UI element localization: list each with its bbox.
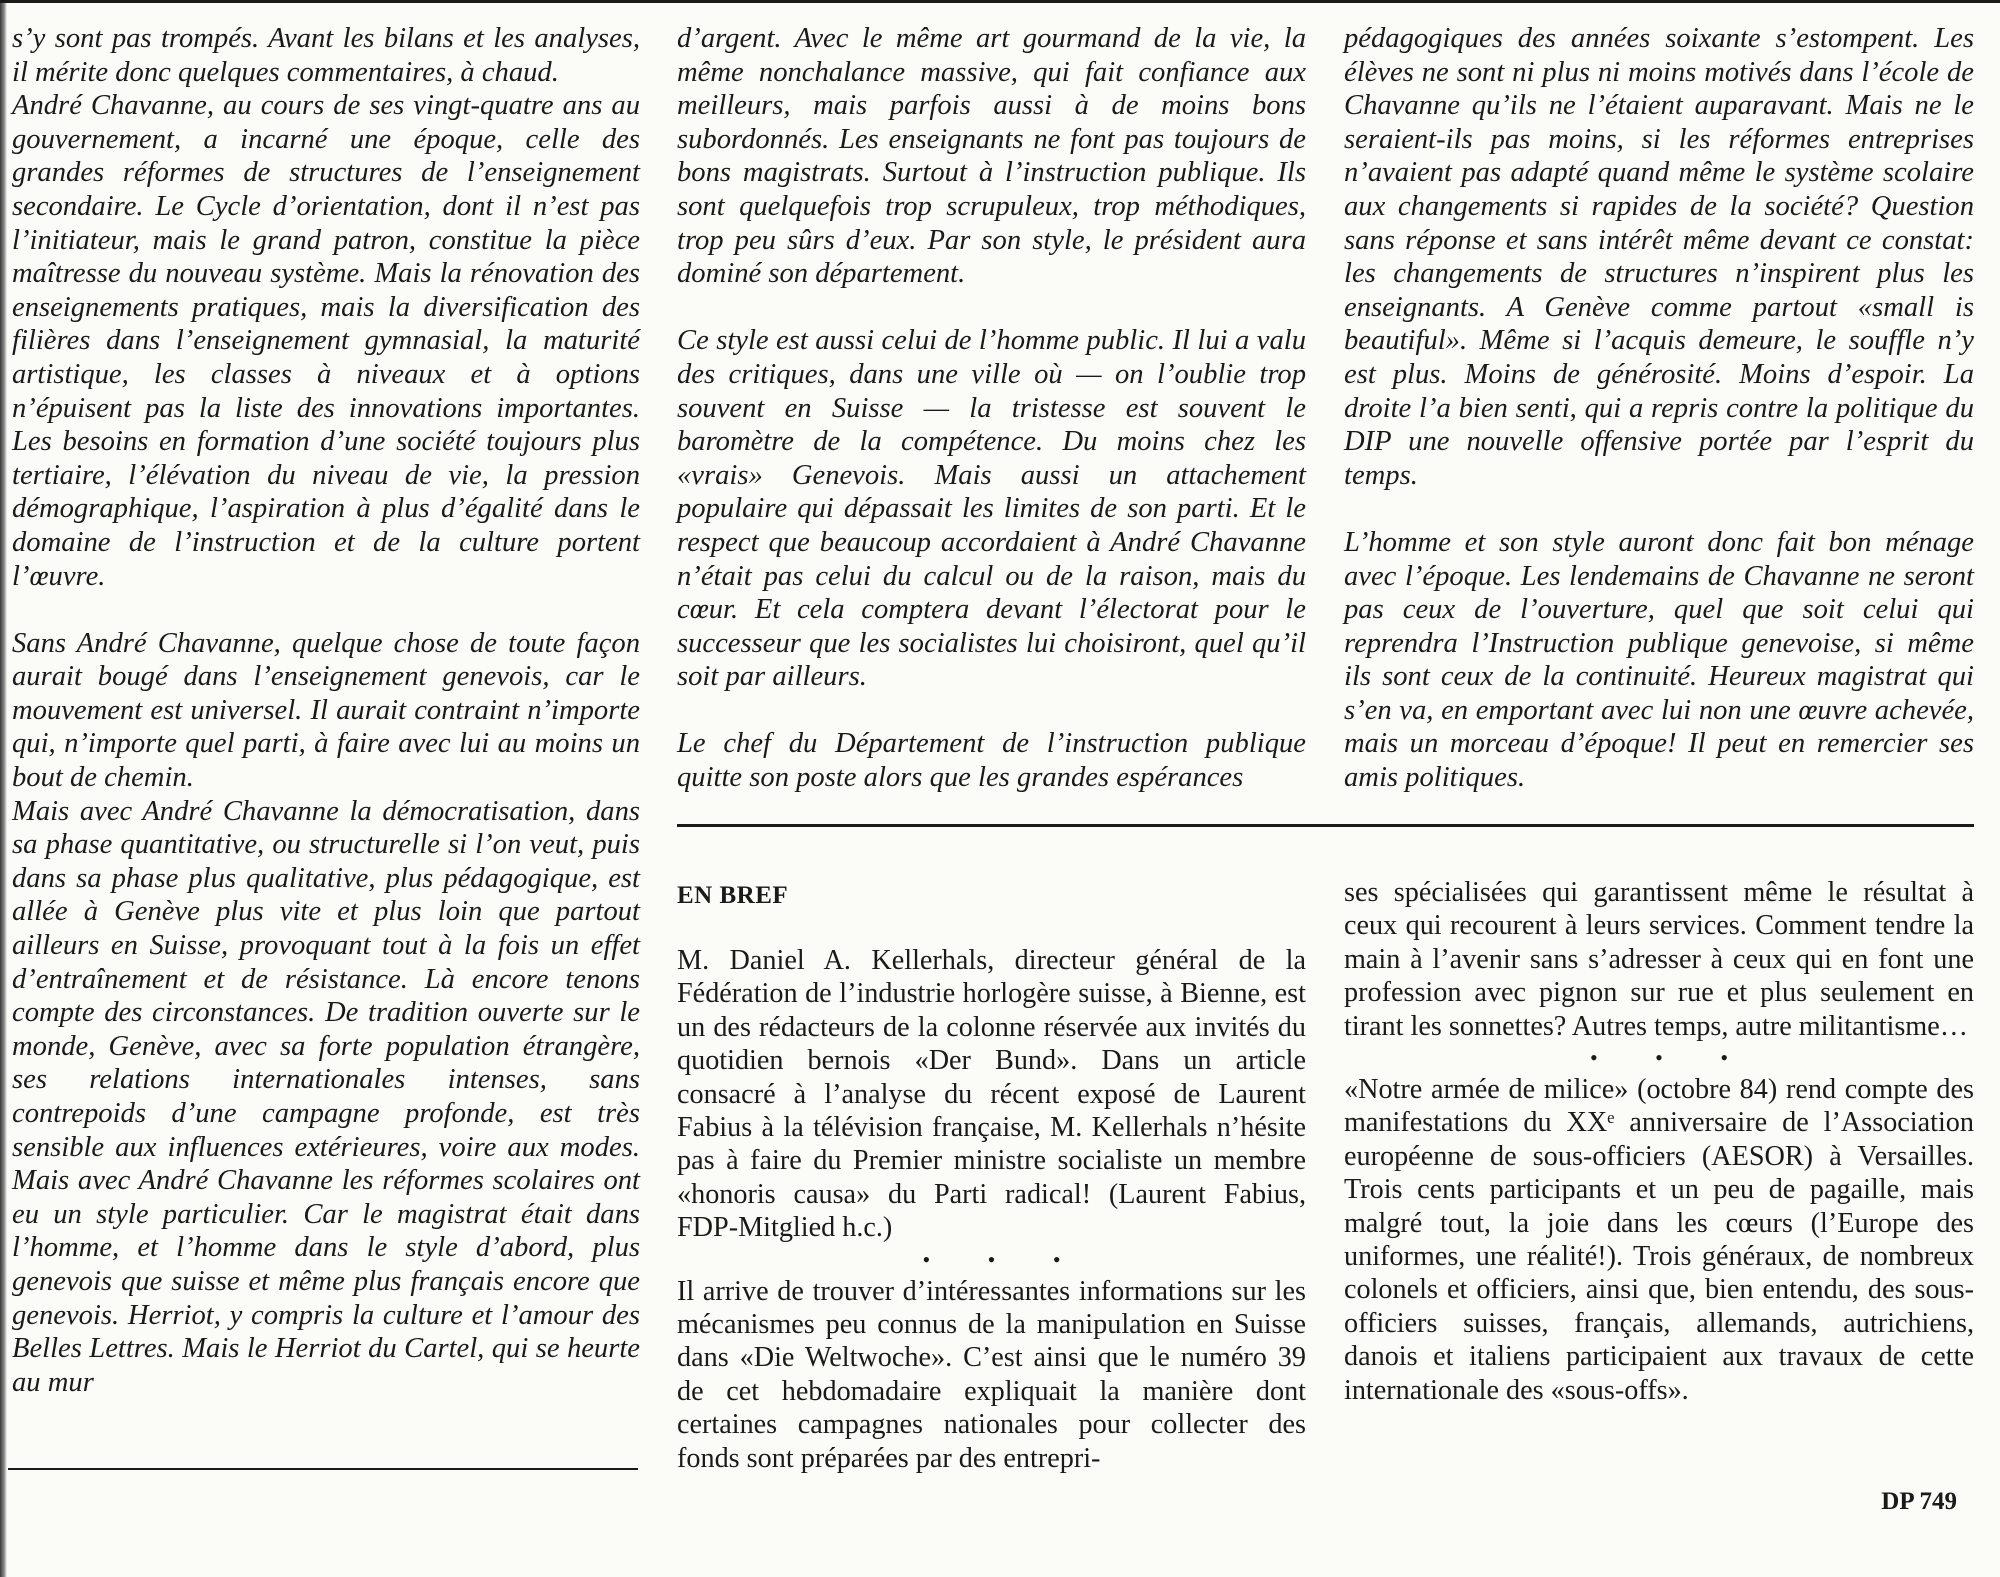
- article-paragraph: Mais avec André Chavanne la démocratisation, dans sa phase quantitative, ou structurelle si l’on veut, puis dans sa phase plus qualitative, plus pédagogique, est allée à Genève plus vite et plus loin que partout ailleurs en Suisse, provoquant tout à la fois un effet d’entraînement et de résistance. Là encore tenons compte des circonstances. De tradition ouverte sur le monde, Genève, avec sa forte population étrangère, ses relations internationales intenses, sans contrepoids d’une campagne profonde, est très sensible aux influences extérieures, voire aux modes. Mais avec André Chavanne les réformes scolaires ont eu un style particulier. Car le magistrat était dans l’homme, et l’homme dans le style d’abord, plus genevois que suisse et même plus français encore que genevois. Herriot, y compris la culture et l’amour des Belles Lettres. Mais le Herriot du Cartel, qui se heurte au mur: [12, 795, 640, 1398]
- article-paragraph: s’y sont pas trompés. Avant les bilans et les analyses, il mérite donc quelques commentaires, à chaud.: [12, 23, 640, 88]
- page-edge-shadow: [0, 0, 7, 1577]
- brief-paragraph: M. Daniel A. Kellerhals, directeur général de la Fédération de l’industrie horlogère suisse, à Bienne, est un des rédacteurs de la colonne réservée aux invités du quotidien bernois «Der Bund». Dans un article consacré à l’analyse du récent exposé de Laurent Fabius à la télévision française, M. Kellerhals n’hésite pas à faire du Premier ministre socialiste un membre «honoris causa» du Parti radical! (Laurent Fabius, FDP-Mitglied h.c.): [677, 945, 1306, 1244]
- brief-paragraph: ses spécialisées qui garantissent même le résultat à ceux qui recourent à leurs services. Comment tendre la main à l’avenir sans s’adresser à ceux qui en font une profession avec pignon sur rue et plus seulement en tirant les sonnettes? Autres temps, autre militantisme…: [1344, 877, 1974, 1042]
- article-paragraph: d’argent. Avec le même art gourmand de la vie, la même nonchalance massive, qui fait confiance aux meilleurs, mais parfois aussi à de moins bons subordonnés. Les enseignants ne font pas toujours de bons magistrats. Surtout à l’instruction publique. Ils sont quelquefois trop scrupuleux, trop méthodiques, trop peu sûrs d’eux. Par son style, le président aura dominé son département.: [677, 23, 1306, 290]
- brief-paragraph: «Notre armée de milice» (octobre 84) rend compte des manifestations du XXᵉ anniversaire de l’Association européenne de sous-officiers (AESOR) à Versailles. Trois cents participants et un peu de pagaille, mais malgré tout, la joie dans les cœurs (l’Europe des uniformes, une réalité!). Trois généraux, de nombreux colonels et officiers, ainsi que, bien entendu, des sous-officiers suisses, français, allemands, autrichiens, danois et italiens participaient aux travaux de cette internationale des «sous-offs».: [1344, 1074, 1974, 1406]
- col1-bottom-rule: [8, 1468, 638, 1470]
- article-paragraph: Sans André Chavanne, quelque chose de toute façon aurait bougé dans l’enseignement genevois, car le mouvement est universel. Il aurait contraint n’importe qui, n’importe quel parti, à faire avec lui au moins un bout de chemin.: [12, 627, 640, 794]
- top-rule: [0, 0, 2000, 3]
- article-paragraph: Ce style est aussi celui de l’homme public. Il lui a valu des critiques, dans une ville où — on l’oublie trop souvent en Suisse — la tristesse est souvent le baromètre de la compétence. Du moins chez les «vrais» Genevois. Mais aussi un attachement populaire qui dépassait les limites de son parti. Et le respect que beaucoup accordaient à André Chavanne n’était pas celui du calcul ou de la raison, mais du cœur. Et cela comptera devant l’électorat pour le successeur que les socialistes lui choisiront, quel qu’il soit par ailleurs.: [677, 325, 1306, 693]
- main-article-column-1: [12, 22, 640, 1399]
- article-paragraph: André Chavanne, au cours de ses vingt-quatre ans au gouvernement, a incarné une époque, celle des grandes réformes de structures de l’enseignement secondaire. Le Cycle d’orientation, dont il n’est pas l’initiateur, mais le grand patron, constitue la pièce maîtresse du nouveau système. Mais la rénovation des enseignements pratiques, mais la diversification des filières dans l’enseignement gymnasial, la maturité artistique, les classes à niveaux et à options n’épuisent pas la liste des innovations importantes. Les besoins en formation d’une société toujours plus tertiaire, l’élévation du niveau de vie, la pression démographique, l’aspiration à plus d’égalité dans le domaine de l’instruction et de la culture portent l’œuvre.: [12, 90, 640, 592]
- en-bref-top-rule: [677, 824, 1974, 827]
- en-bref-heading: EN BREF: [677, 882, 789, 909]
- en-bref-column-3: [1344, 876, 1974, 1407]
- brief-paragraph: Il arrive de trouver d’intéressantes informations sur les mécanismes peu connus de la manipulation en Suisse dans «Die Weltwoche». C’est ainsi que le numéro 39 de cet hebdomadaire expliquait la manière dont certaines campagnes nationales pour collecter des fonds sont préparées par des entrepri-: [677, 1275, 1306, 1474]
- article-paragraph: pédagogiques des années soixante s’estompent. Les élèves ne sont ni plus ni moins motivés dans l’école de Chavanne qu’ils ne l’étaient auparavant. Mais ne le seraient-ils pas moins, si les réformes entreprises n’avaient pas adapté quand même le système scolaire aux changements si rapides de la société? Question sans réponse et sans intérêt même devant ce constat: les changements de structures n’inspirent plus les enseignants. A Genève comme partout «small is beautiful». Même si l’acquis demeure, le souffle n’y est plus. Moins de générosité. Moins d’espoir. La droite l’a bien senti, qui a repris contre la politique du DIP une nouvelle offensive portée par l’esprit du temps.: [1344, 23, 1974, 491]
- page-folio: DP 749: [1881, 1488, 1957, 1515]
- main-article-column-3: [1344, 22, 1974, 795]
- main-article-column-2: [677, 22, 1306, 795]
- article-paragraph: Le chef du Département de l’instruction publique quitte son poste alors que les grandes espérances: [677, 728, 1306, 794]
- article-paragraph: L’homme et son style auront donc fait bon ménage avec l’époque. Les lendemains de Chavanne ne seront pas ceux de l’ouverture, quel que soit celui qui reprendra l’Instruction publique genevoise, si même ils sont ceux de la continuité. Heureux magistrat qui s’en va, en emportant avec lui non une œuvre achevée, mais un morceau d’époque! Il peut en remercier ses amis politiques.: [1344, 526, 1974, 794]
- brief-separator: • • •: [922, 1246, 1087, 1272]
- brief-separator: • • •: [1589, 1045, 1755, 1071]
- en-bref-column-2: [677, 944, 1306, 1475]
